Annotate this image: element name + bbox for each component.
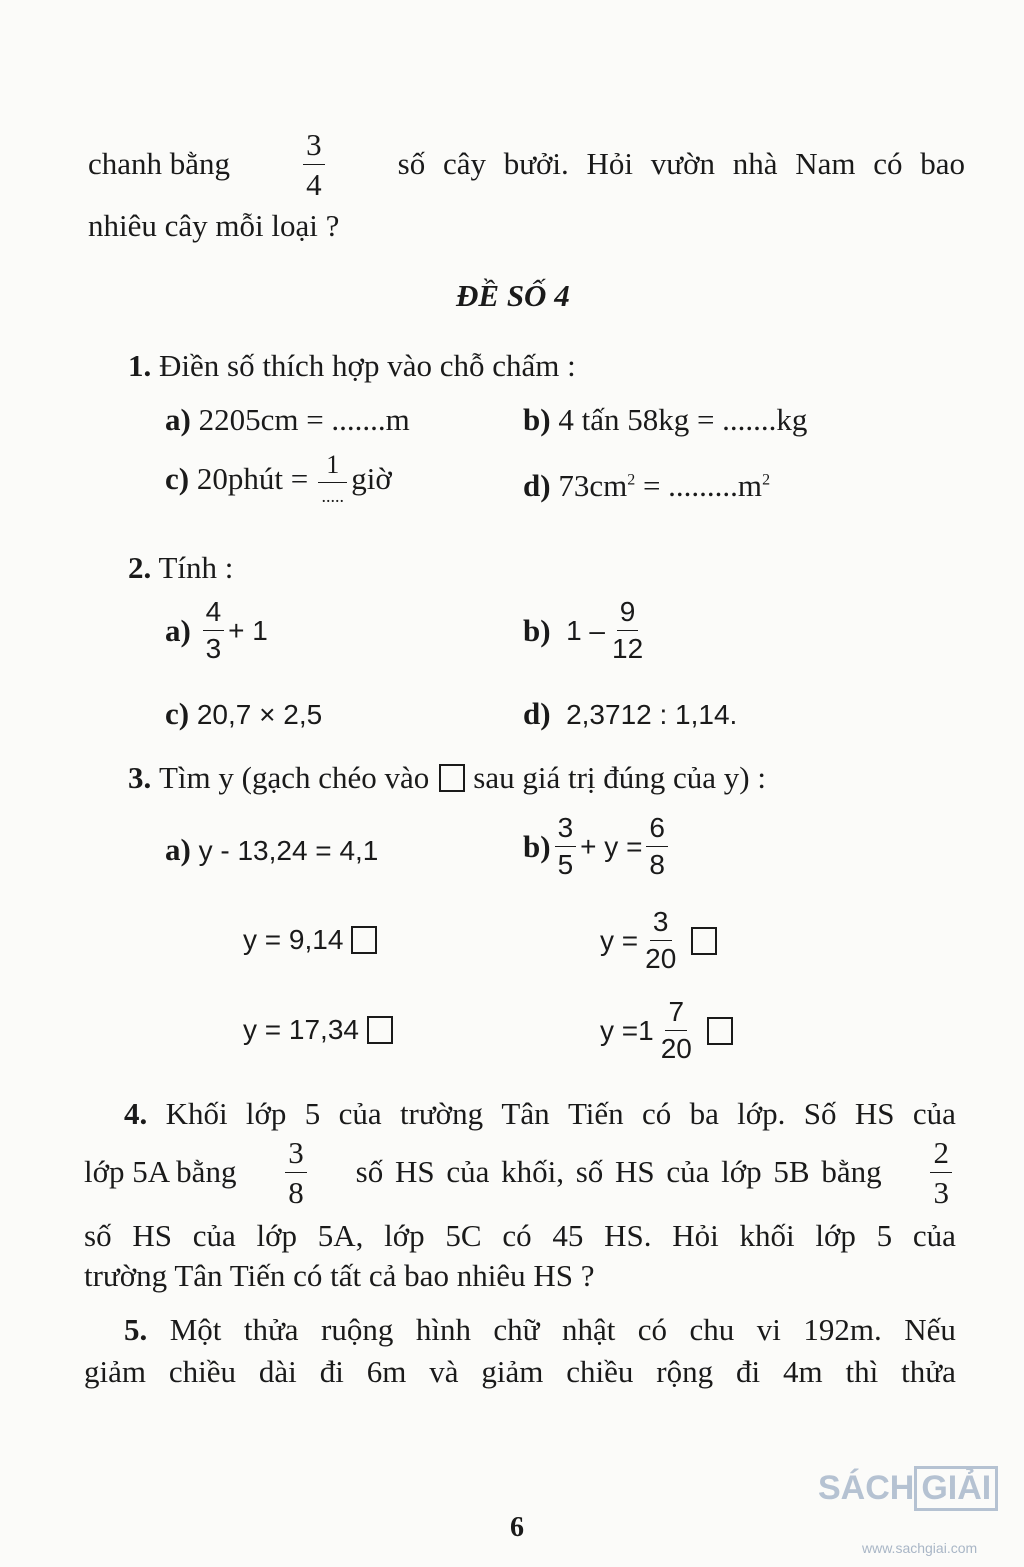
q4-line-2: lớp 5A bằng $\frac{3}{8}$ số HS của khối, số HS của lớp 5B bằng $\frac{2}{3}$ bbox=[84, 1138, 956, 1206]
answer-checkbox[interactable] bbox=[367, 1016, 393, 1044]
q3-b-option-1: y = $\frac{3}{20}$ bbox=[600, 908, 717, 973]
q2-c: c) 20,7 × 2,5 bbox=[165, 696, 323, 731]
q5-line-2: giảm chiều dài đi 6m và giảm chiều rộng đi 4m thì thửa bbox=[84, 1354, 956, 1389]
q3-a-option-1: y = 9,14 bbox=[243, 924, 377, 956]
watermark-logo: SÁCH GIẢI bbox=[818, 1466, 998, 1511]
section-heading: ĐỀ SỐ 4 bbox=[456, 278, 570, 313]
fraction-9-12: $\frac{9}{12}$ bbox=[612, 596, 644, 664]
q1-b: b) 4 tấn 58kg = .......kg bbox=[523, 402, 808, 437]
q4-line-3: số HS của lớp 5A, lớp 5C có 45 HS. Hỏi khối lớp 5 của bbox=[84, 1218, 956, 1253]
q1-a: a) 2205cm = .......m bbox=[165, 402, 410, 437]
fraction-4-3: $\frac{4}{3}$ bbox=[203, 598, 225, 663]
q1-c: c) 20phút = $\frac{1}{.....}$ giờ bbox=[165, 450, 392, 506]
q1-prompt: 1. Điền số thích hợp vào chỗ chấm : bbox=[128, 348, 576, 383]
answer-checkbox[interactable] bbox=[351, 926, 377, 954]
fraction-6-8: $\frac{6}{8}$ bbox=[646, 814, 668, 879]
fraction-1-blank: $\frac{1}{.....}$ bbox=[318, 452, 347, 505]
q5-line-1: 5. Một thửa ruộng hình chữ nhật có chu vi 192m. Nếu bbox=[124, 1312, 956, 1347]
line1-part-a: chanh bằng bbox=[88, 146, 231, 181]
q4-line-1: 4. Khối lớp 5 của trường Tân Tiến có ba lớp. Số HS của bbox=[124, 1096, 956, 1131]
q2-b: b) 1 – $\frac{9}{12}$ bbox=[523, 598, 650, 663]
fraction-2-3: $\frac{2}{3}$ bbox=[930, 1137, 952, 1208]
fraction-3-4: $\frac{3}{4}$ bbox=[303, 129, 325, 200]
q2-d: d) 2,3712 : 1,14. bbox=[523, 696, 738, 731]
fraction-3-20: $\frac{3}{20}$ bbox=[645, 906, 677, 974]
continuation-line-1 bbox=[88, 126, 965, 202]
q3-a-option-2: y = 17,34 bbox=[243, 1014, 393, 1046]
q1-d: d) $73cm^2 = .........m^2$ bbox=[523, 468, 771, 503]
page-number: 6 bbox=[510, 1512, 524, 1543]
q4-line-4: trường Tân Tiến có tất cả bao nhiêu HS ? bbox=[84, 1258, 595, 1293]
checkbox-icon bbox=[439, 764, 465, 792]
answer-checkbox[interactable] bbox=[707, 1017, 733, 1045]
q3-a: a) y - 13,24 = 4,1 bbox=[165, 832, 379, 867]
q2-a: a) $\frac{4}{3}$ + 1 bbox=[165, 596, 268, 664]
answer-checkbox[interactable] bbox=[691, 927, 717, 955]
line1-part-b: số cây bưởi. Hỏi vườn nhà Nam có bao bbox=[397, 146, 965, 181]
q3-prompt: 3. Tìm y (gạch chéo vào sau giá trị đúng của y) : bbox=[128, 760, 766, 795]
watermark-url: www.sachgiai.com bbox=[862, 1540, 978, 1556]
q3-b-option-2: y =1 $\frac{7}{20}$ bbox=[600, 998, 733, 1063]
fraction-3-8: $\frac{3}{8}$ bbox=[285, 1137, 307, 1208]
fraction-3-5: $\frac{3}{5}$ bbox=[555, 814, 577, 879]
fraction-7-20: $\frac{7}{20}$ bbox=[660, 996, 692, 1064]
continuation-line-2: nhiêu cây mỗi loại ? bbox=[88, 208, 340, 243]
q3-b: b) $\frac{3}{5}$ + y = $\frac{6}{8}$ bbox=[523, 814, 672, 879]
q2-prompt: 2. Tính : bbox=[128, 550, 234, 585]
